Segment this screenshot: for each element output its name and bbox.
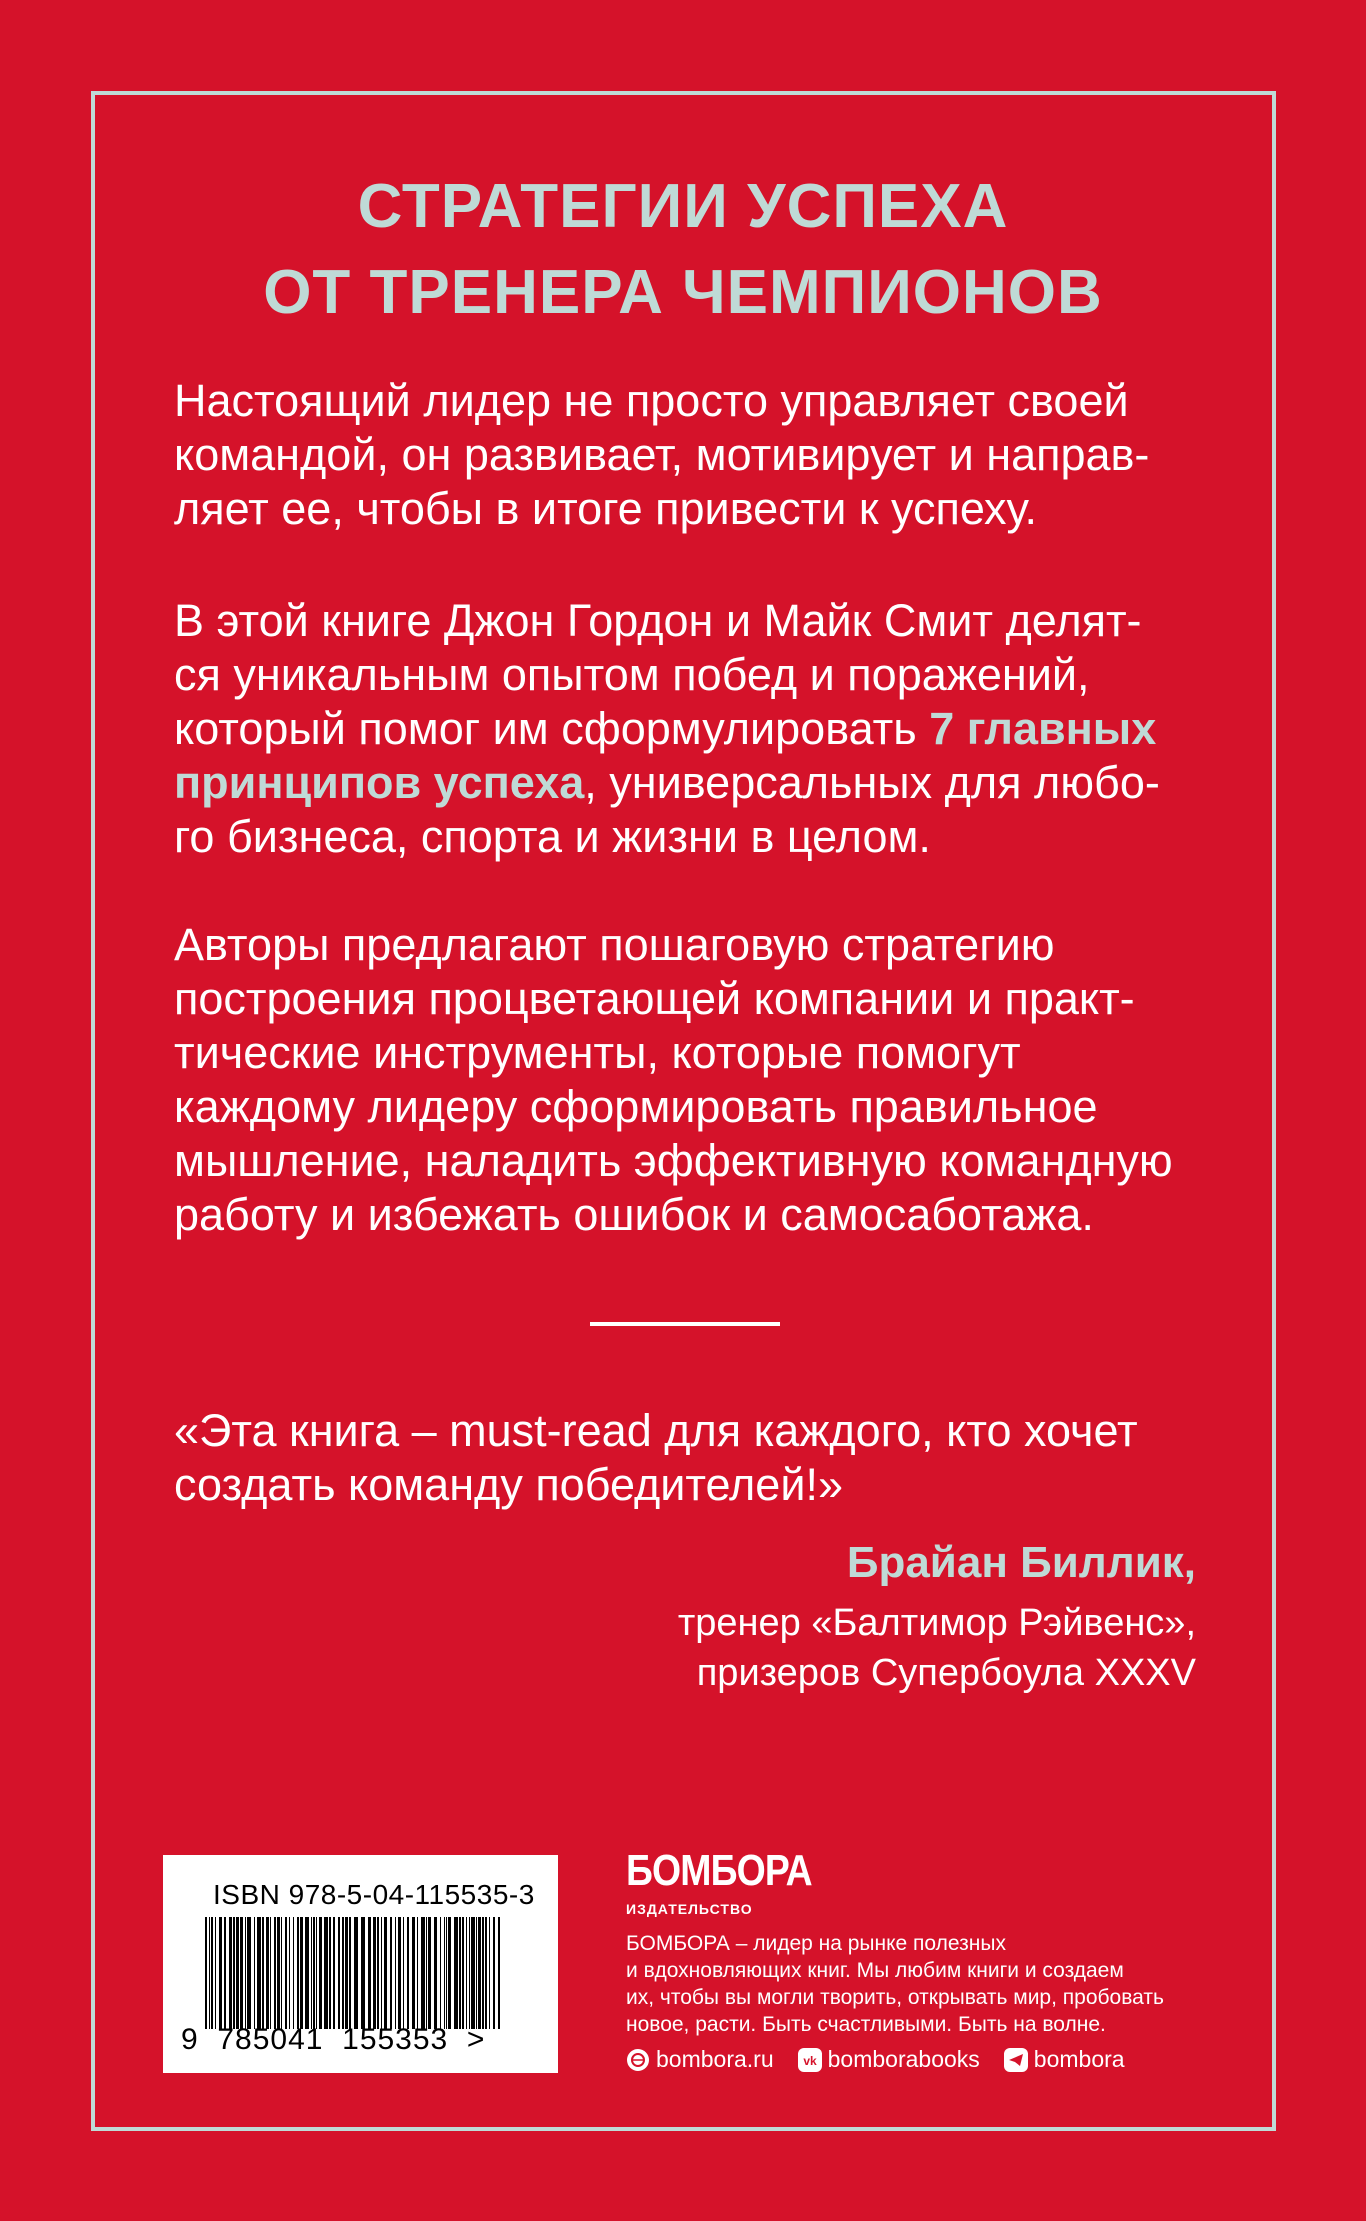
publisher-desc-line: новое, расти. Быть счастливыми. Быть на волне. xyxy=(626,2013,1106,2036)
text-line xyxy=(174,702,1204,756)
social-label: bombora xyxy=(1033,2046,1125,2072)
social-link-vk[interactable] xyxy=(798,2046,980,2073)
quote-line: создать команду победителей!» xyxy=(174,1459,844,1510)
social-label: bomborabooks xyxy=(827,2046,980,2072)
isbn-label: ISBN 978-5-04-115535-3 xyxy=(213,1879,535,1910)
text-line: Настоящий лидер не просто управляет своей xyxy=(174,375,1129,426)
text-line: каждому лидеру сформировать правильное xyxy=(174,1081,1098,1132)
barcode-box xyxy=(163,1855,558,2073)
text-line: построения процветающей компании и практ- xyxy=(174,973,1135,1024)
title-line: ОТ ТРЕНЕРА ЧЕМПИОНОВ xyxy=(263,258,1103,327)
social-link-website[interactable] xyxy=(626,2046,774,2073)
author-name: Брайан Биллик, xyxy=(846,1538,1196,1587)
author-role-line: призеров Супербоула XXXV xyxy=(696,1652,1196,1694)
social-links xyxy=(626,2046,1125,2073)
text-line: мышление, наладить эффективную командную xyxy=(174,1135,1173,1186)
quote-block xyxy=(174,1404,1204,1512)
publisher-logo: БОМБОРА xyxy=(626,1846,812,1895)
text-line: тические инструменты, которые помогут xyxy=(174,1027,1021,1078)
text-line: го бизнеса, спорта и жизни в целом. xyxy=(174,811,931,862)
text-segment: который помог им сформулировать xyxy=(174,703,930,754)
paragraph-intro xyxy=(174,374,1204,536)
paragraph-authors xyxy=(174,918,1204,1242)
text-line: Авторы предлагают пошаговую стратегию xyxy=(174,919,1055,970)
highlight-text: 7 главных xyxy=(929,703,1157,754)
text-line: командой, он развивает, мотивирует и направ- xyxy=(174,429,1150,480)
publisher-desc-line: их, чтобы вы могли творить, открывать мир, пробовать xyxy=(626,1986,1164,2009)
telegram-icon xyxy=(1004,2048,1028,2072)
author-role-line: тренер «Балтимор Рэйвенс», xyxy=(677,1602,1196,1644)
barcode-digits: 9 785041 155353 > xyxy=(181,2023,486,2056)
vk-icon xyxy=(798,2048,822,2072)
paragraph-principles xyxy=(174,594,1204,864)
publisher-description xyxy=(626,1930,1246,2038)
svg-text:vk: vk xyxy=(802,2053,817,2068)
social-link-telegram[interactable] xyxy=(1004,2046,1125,2073)
text-segment: , универсальных для любо- xyxy=(584,757,1160,808)
title-line: СТРАТЕГИИ УСПЕХА xyxy=(357,172,1009,241)
divider-line xyxy=(590,1322,780,1326)
cover-title xyxy=(0,164,1366,336)
globe-icon xyxy=(626,2048,650,2072)
publisher-desc-line: и вдохновляющих книг. Мы любим книги и создаем xyxy=(626,1959,1124,1982)
text-line: В этой книге Джон Гордон и Майк Смит делят- xyxy=(174,595,1142,646)
text-line xyxy=(174,756,1204,810)
quote-line: «Эта книга – must-read для каждого, кто хочет xyxy=(174,1405,1138,1456)
publisher-desc-line: БОМБОРА – лидер на рынке полезных xyxy=(626,1932,1006,1955)
publisher-subtitle: ИЗДАТЕЛЬСТВО xyxy=(626,1901,753,1917)
text-line: работу и избежать ошибок и самосаботажа. xyxy=(174,1189,1094,1240)
highlight-text: принципов успеха xyxy=(174,757,585,808)
text-line: ся уникальным опытом побед и поражений, xyxy=(174,649,1090,700)
barcode-bars xyxy=(205,1917,505,2029)
text-line: ляет ее, чтобы в итоге привести к успеху. xyxy=(174,483,1037,534)
author-role xyxy=(678,1598,1196,1698)
social-label: bombora.ru xyxy=(656,2046,774,2072)
